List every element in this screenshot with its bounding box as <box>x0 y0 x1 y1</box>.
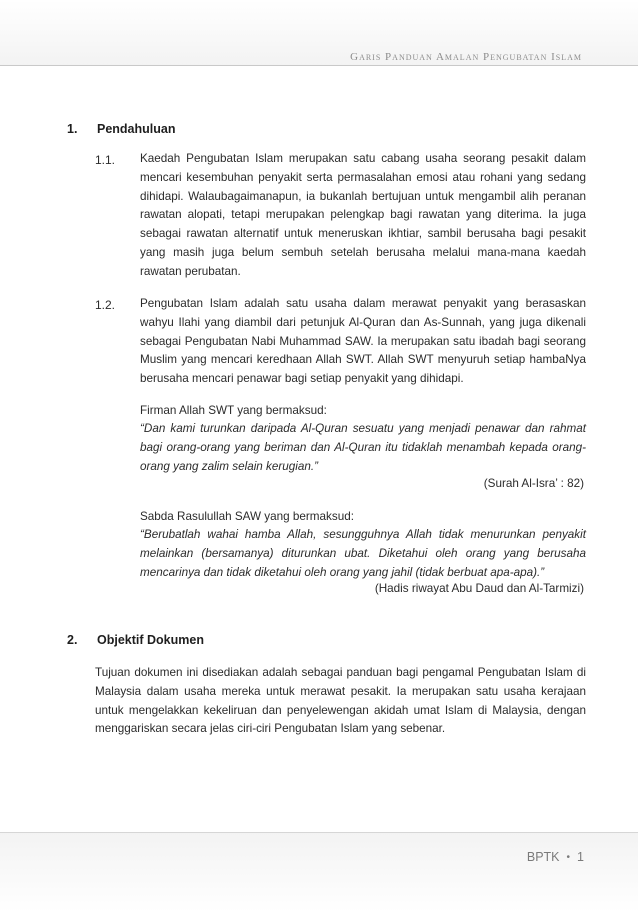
page-number: 1 <box>577 850 584 864</box>
quote-1-intro: Firman Allah SWT yang bermaksud: <box>140 404 327 417</box>
section-number: 2. <box>67 633 78 647</box>
subsection-1-1-text: Kaedah Pengubatan Islam merupakan satu cabang usaha seorang pesakit dalam mencari kesembuhan penyakit serta permasalahan emosi atau rohani yang sedang dihidapi. Walaubagaimanapun, ia bukanlah bertujuan untuk mengambil alih peranan rawatan alopati, tetapi merupakan pelengkap bagi rawatan yang diterima. Ia juga sebagai rawatan alternatif untuk meneruskan ikhtiar, sambil berusaha bagi pesakit yang masih juga belum sembuh setelah berusaha melalui mana-mana kaedah rawatan perubatan. <box>140 152 586 278</box>
subsection-1-2-number: 1.2. <box>95 298 116 312</box>
section-2-heading <box>67 633 467 651</box>
quote-1-source: (Surah Al-Isra’ : 82) <box>483 477 584 490</box>
footer-band <box>0 832 638 912</box>
quote-2-intro: Sabda Rasulullah SAW yang bermaksud: <box>140 510 354 523</box>
footer-rule <box>0 832 638 833</box>
quote-2-text: “Berubatlah wahai hamba Allah, sesungguhnya Allah tidak menurunkan penyakit melainkan (bersamanya) diturunkan ubat. Diketahui oleh orang yang berusaha mencarinya dan tidak diketahui oleh orang yang jahil (tidak berbuat apa-apa).” <box>140 528 586 579</box>
footer-separator: • <box>566 852 571 863</box>
subsection-1-2-text: Pengubatan Islam adalah satu usaha dalam merawat penyakit yang berasaskan wahyu Ilahi yang diambil dari petunjuk Al-Quran dan As-Sunnah, yang juga dikenali sebagai Pengubatan Nabi Muhammad SAW. Ia merupakan satu ibadah bagi seorang Muslim yang mencari keredhaan Allah SWT. Allah SWT menyuruh setiap hambaNya berusaha mencari penawar bagi setiap penyakit yang dihidapi. <box>140 297 586 386</box>
section-2-text: Tujuan dokumen ini disediakan adalah sebagai panduan bagi pengamal Pengubatan Islam di Malaysia dalam usaha mereka untuk merawat pesakit. Ia merupakan satu usaha kerajaan untuk mengelakkan kekeliruan dan penyelewengan akidah umat Islam di Malaysia, dengan menggariskan secara jelas ciri-ciri Pengubatan Islam yang sebenar. <box>95 666 586 736</box>
quote-2-source: (Hadis riwayat Abu Daud dan Al-Tarmizi) <box>374 582 584 595</box>
header-rule <box>0 65 638 66</box>
section-1-heading <box>67 122 467 140</box>
subsection-1-1-number: 1.1. <box>95 153 116 167</box>
running-header-title: Garis Panduan Amalan Pengubatan Islam <box>350 51 582 63</box>
section-title: Objektif Dokumen <box>97 633 204 647</box>
footer-org: BPTK <box>526 850 560 864</box>
section-title: Pendahuluan <box>97 122 176 136</box>
quote-1-text: “Dan kami turunkan daripada Al-Quran sesuatu yang menjadi penawar dan rahmat bagi orang-orang yang beriman dan Al-Quran itu tidaklah menambah kepada orang-orang yang zalim selain kerugian.” <box>140 422 586 473</box>
page-footer <box>527 850 584 864</box>
section-number: 1. <box>67 122 78 136</box>
